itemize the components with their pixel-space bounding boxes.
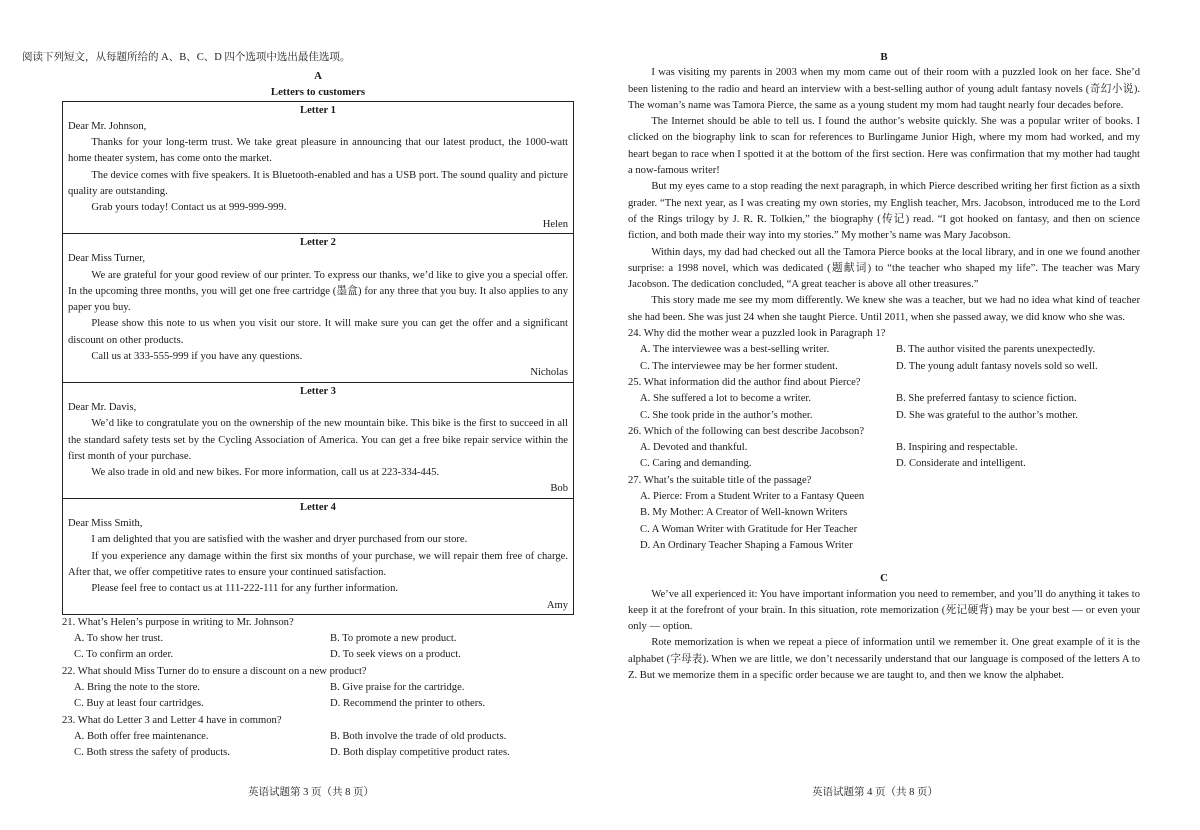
answer-option: C. Buy at least four cartridges. [74, 698, 204, 710]
letter-paragraph: If you experience any damage within the first six months of your purchase, we will repair them free of charge. After that, we offer competitive rates to ensure your continued satisfaction. [68, 550, 568, 578]
answer-option: A. Pierce: From a Student Writer to a Fantasy Queen [640, 491, 865, 503]
letter-box [63, 102, 573, 234]
answer-option: B. My Mother: A Creator of Well-known Writers [640, 507, 848, 519]
questions-24-27 [628, 326, 1140, 554]
letter-paragraph: We are grateful for your good review of our printer. To express our thanks, we’d like to give you a special offer. In the upcoming three months, you will get one free cartridge (墨盒) for any three that you buy. It also applies to any paper you buy. [68, 269, 568, 314]
passage-paragraph: We’ve all experienced it: You have important information you need to remember, and you’ll do anything it takes to keep it at the forefront of your brain. In this situation, rote memorization (死记硬背) may be your best — or even your only — option. [628, 588, 1140, 633]
letter-heading: Letter 4 [300, 501, 336, 513]
letter-heading: Letter 3 [300, 385, 336, 397]
answer-option: D. To seek views on a product. [330, 649, 461, 661]
passage-paragraph: The Internet should be able to tell us. I found the author’s website quickly. She was a popular writer of books. I clicked on the biography link to scan for references to Burlingame Junior High, where my mom had worked, and my heart began to race when I spotted it at the bottom of the first section. Here was confirmation that my mother had taught a now-famous writer! [628, 116, 1140, 177]
question-options [628, 440, 1140, 473]
page-footer-left: 英语试题第 3 页（共 8 页） [248, 787, 374, 798]
answer-option: A. Devoted and thankful. [640, 442, 748, 454]
letter-signature: Helen [542, 218, 568, 230]
question-options [628, 489, 1140, 554]
answer-option: C. She took pride in the author’s mother. [640, 409, 813, 421]
section-c-label: C [880, 572, 888, 585]
section-b-label: B [880, 51, 888, 63]
letter-paragraph: We also trade in old and new bikes. For more information, call us at 223-334-445. [91, 467, 440, 479]
section-a-label: A [314, 70, 322, 82]
answer-option: B. She preferred fantasy to science fiction. [896, 393, 1077, 405]
answer-option: A. Bring the note to the store. [74, 681, 200, 693]
question-stem: 24. Why did the mother wear a puzzled look in Paragraph 1? [628, 328, 886, 340]
letter-box [63, 383, 573, 499]
answer-option: B. The author visited the parents unexpectedly. [896, 344, 1096, 356]
letter-paragraph: The device comes with five speakers. It is Bluetooth-enabled and has a USB port. The sound quality and picture quality are outstanding. [68, 169, 568, 198]
letter-heading: Letter 2 [300, 236, 336, 248]
answer-option: A. The interviewee was a best-selling writer. [640, 344, 830, 356]
letter-paragraph: Thanks for your long-term trust. We take great pleasure in announcing that our latest product, the 1000-watt home theater system, has come onto the market. [68, 137, 568, 165]
answer-option: D. Both display competitive product rates. [330, 747, 510, 759]
letters-table [62, 101, 574, 615]
page-footer-right: 英语试题第 4 页（共 8 页） [812, 787, 938, 798]
question-stem: 27. What’s the suitable title of the passage? [628, 474, 812, 486]
instruction-text: 阅读下列短文，从每题所给的 A、B、C、D 四个选项中选出最佳选项。 [22, 52, 351, 63]
letter-signature: Bob [550, 483, 568, 495]
letter-paragraph: I am delighted that you are satisfied with the washer and dryer purchased from our store. [91, 534, 468, 546]
question-stem: 22. What should Miss Turner do to ensure a discount on a new product? [62, 665, 367, 677]
letter-greeting: Dear Miss Turner, [68, 253, 145, 265]
passage-paragraph: I was visiting my parents in 2003 when my mom came out of their room with a puzzled look on her face. She’d been listening to the radio and heard an interview with a best-selling author of young adult fantasy novels (奇幻小说). The woman’s name was Tamora Pierce, the same as a young student my mom had taught nearly four decades before. [628, 67, 1140, 111]
answer-option: D. The young adult fantasy novels sold so well. [896, 360, 1098, 372]
letter-heading: Letter 1 [300, 104, 336, 116]
answer-option: C. Both stress the safety of products. [74, 747, 230, 759]
question-options [62, 631, 574, 664]
letter-paragraph: We’d like to congratulate you on the ownership of the new mountain bike. This bike is the first to succeed in all the standard safety tests set by the Cycling Association of America. You can get a free bike repair service within the first month of your purchase. [68, 418, 568, 462]
answer-option: A. To show her trust. [74, 633, 164, 645]
answer-option: A. She suffered a lot to become a writer. [640, 393, 812, 405]
letter-greeting: Dear Mr. Johnson, [68, 120, 147, 132]
passage-paragraph: This story made me see my mom differently. We knew she was a teacher, but we had no idea what kind of teacher she had been. She was just 24 when she taught Pierce. Until 2011, when she passed away, we did know who she was. [628, 295, 1140, 323]
question-stem: 25. What information did the author find about Pierce? [628, 376, 861, 388]
answer-option: B. To promote a new product. [330, 633, 457, 645]
answer-option: B. Give praise for the cartridge. [330, 681, 465, 693]
passage-paragraph: Within days, my dad had checked out all the Tamora Pierce books at the local library, and in one we found another surprise: a 1998 novel, which was dedicated (题献词) to “the teacher who shaped my life”. The teacher was Mary Jacobson. The dedication concluded, “A great teacher is above all other treasures.” [628, 246, 1140, 291]
question-stem: 23. What do Letter 3 and Letter 4 have in common? [62, 714, 282, 726]
section-a-title: Letters to customers [270, 86, 366, 99]
answer-option: C. To confirm an order. [74, 649, 174, 661]
questions-21-23 [62, 615, 574, 762]
letter-paragraph: Please show this note to us when you visit our store. It will make sure you can get the offer and a significant discount on other products. [68, 318, 568, 346]
answer-option: C. The interviewee may be her former student. [640, 360, 838, 372]
letter-greeting: Dear Miss Smith, [68, 518, 143, 530]
question-options [628, 391, 1140, 424]
answer-option: D. An Ordinary Teacher Shaping a Famous Writer [640, 539, 853, 551]
passage-c [628, 587, 1140, 685]
answer-option: C. Caring and demanding. [640, 458, 752, 470]
answer-option: A. Both offer free maintenance. [74, 730, 209, 742]
passage-paragraph: Rote memorization is when we repeat a piece of information until we remember it. One great example of it is the alphabet (字母表). When we are little, we don’t necessarily understand that our language is composed of the letters A to Z. But we memorize them in a specific order because we are taught to, and then we know the alphabet. [628, 637, 1140, 681]
answer-option: D. Recommend the printer to others. [330, 698, 486, 710]
letter-signature: Amy [546, 599, 568, 611]
answer-option: B. Inspiring and respectable. [896, 442, 1018, 454]
passage-b [628, 65, 1140, 326]
answer-option: D. She was grateful to the author’s mother. [896, 409, 1078, 421]
answer-option: B. Both involve the trade of old products. [330, 730, 507, 742]
letter-paragraph: Grab yours today! Contact us at 999-999-999. [91, 202, 287, 214]
passage-paragraph: But my eyes came to a stop reading the next paragraph, in which Pierce described writing her first fiction as a sixth grader. “The next year, as I was creating my own stories, my English teacher, Mrs. Jacobson, introduced me to the Lord of the Rings trilogy by J. R. R. Tolkien,” the biography (传记) read. “I got hooked on fantasy, and then on science fiction, and both made their way into my stories.” My mother’s name was Mary Jacobson. [628, 181, 1140, 242]
left-page [62, 68, 574, 761]
right-page [628, 49, 1140, 684]
letter-box [63, 234, 573, 383]
letter-paragraph: Please feel free to contact us at 111-222-111 for any further information. [91, 583, 399, 595]
answer-option: C. A Woman Writer with Gratitude for Her Teacher [640, 523, 858, 535]
question-stem: 21. What’s Helen’s purpose in writing to Mr. Johnson? [62, 616, 294, 628]
question-options [62, 729, 574, 762]
answer-option: D. Considerate and intelligent. [896, 458, 1026, 470]
letter-signature: Nicholas [530, 367, 568, 379]
letter-box [63, 499, 573, 614]
letter-paragraph: Call us at 333-555-999 if you have any questions. [91, 351, 303, 363]
question-options [628, 342, 1140, 375]
letter-greeting: Dear Mr. Davis, [68, 401, 137, 413]
question-options [62, 680, 574, 713]
question-stem: 26. Which of the following can best describe Jacobson? [628, 425, 865, 437]
